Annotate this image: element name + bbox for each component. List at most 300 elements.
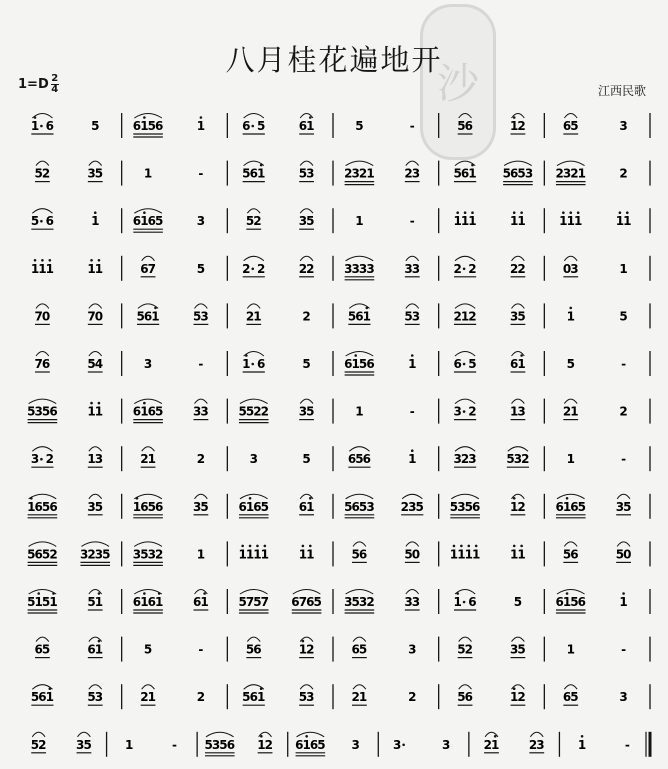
note-glyph: 5 (245, 214, 255, 229)
note-glyph: - (621, 642, 627, 657)
octave-dot (200, 116, 203, 119)
octave-dot (249, 545, 252, 548)
measure (567, 351, 650, 376)
octave-dot (94, 211, 97, 214)
note-glyph: 1 (147, 452, 156, 467)
note-glyph: 2 (366, 595, 375, 609)
octave-dot (566, 592, 569, 595)
note-glyph: 1 (34, 595, 43, 609)
note-glyph: 7 (298, 595, 308, 609)
note-glyph: 5 (298, 690, 308, 705)
song-title: 八月桂花遍地开 (225, 43, 443, 77)
octave-dot (453, 545, 456, 548)
note-glyph: 3 (358, 261, 368, 276)
note-glyph: 6 (570, 499, 579, 514)
note-glyph: 3 (211, 737, 221, 752)
note-glyph: 2 (619, 166, 628, 181)
note-glyph: 6 (147, 595, 156, 609)
note-glyph: 1 (366, 166, 375, 181)
octave-dot (143, 402, 146, 405)
note-glyph: 3 (411, 595, 421, 609)
octave-dot (569, 307, 572, 310)
note-glyph: 5 (351, 595, 360, 609)
note-glyph: 5 (457, 642, 466, 657)
key-signature: 1=D (18, 77, 49, 92)
note-glyph: 3 (298, 214, 308, 229)
note-glyph: 5 (242, 166, 251, 181)
note-glyph: 6 (453, 357, 462, 371)
measure (27, 399, 122, 424)
measure (450, 541, 545, 566)
slur-arc (195, 304, 208, 309)
note-glyph: 2 (517, 119, 526, 133)
note-glyph: 5 (355, 119, 364, 133)
note-glyph: 1 (615, 214, 625, 229)
note-glyph: 1 (453, 595, 462, 609)
note-glyph: 2 (155, 547, 164, 562)
slur-arc (406, 304, 419, 309)
slur-arc (247, 209, 260, 214)
octave-dot (475, 545, 478, 548)
note-glyph: 5 (200, 499, 209, 514)
note-glyph: 5 (245, 404, 255, 419)
note-glyph: 5 (453, 166, 462, 181)
note-glyph: 5 (83, 737, 92, 752)
measure (563, 399, 650, 424)
measure (205, 732, 288, 757)
slur-arc (346, 590, 374, 595)
note-glyph: 5 (87, 690, 96, 705)
octave-dot (581, 735, 584, 738)
note-glyph: 3 (358, 595, 368, 609)
slur-arc (240, 590, 268, 595)
rhythm-dot (463, 410, 466, 413)
octave-dot (513, 116, 516, 119)
slur-arc (195, 399, 208, 404)
slur-arc (134, 114, 162, 119)
score-row (27, 494, 650, 519)
slur-arc (459, 114, 472, 119)
note-glyph: 5 (91, 119, 100, 133)
note-glyph: 3 (562, 166, 572, 181)
measure (344, 351, 439, 376)
note-glyph: 6 (147, 214, 156, 229)
note-glyph: 3 (193, 404, 202, 419)
note-glyph: - (621, 357, 627, 371)
note-glyph: 3 (196, 214, 206, 229)
slur-arc (134, 590, 162, 595)
note-glyph: 0 (411, 547, 421, 562)
note-glyph: - (409, 119, 415, 133)
slur-arc (346, 256, 374, 261)
note-glyph: 3 (147, 547, 156, 562)
note-glyph: 3 (200, 404, 209, 419)
slur-arc (29, 399, 57, 404)
note-glyph: 6 (238, 499, 247, 514)
note-glyph: 5 (87, 595, 96, 609)
measure (140, 684, 227, 709)
measure (246, 637, 333, 662)
slur-arc (142, 685, 155, 690)
slur-arc (512, 399, 525, 404)
rhythm-dot (463, 268, 466, 271)
note-glyph: 6 (362, 452, 371, 467)
note-glyph: 3 (76, 737, 85, 752)
note-glyph: 5 (457, 119, 466, 133)
note-glyph: 1 (87, 404, 96, 419)
note-glyph: 5 (155, 404, 164, 419)
slur-arc (451, 494, 479, 499)
slur-arc (512, 256, 525, 261)
note-glyph: 5 (94, 166, 104, 181)
slur-arc (206, 732, 234, 737)
note-glyph: 6 (38, 690, 47, 705)
note-glyph: 6 (132, 595, 142, 609)
note-glyph: 2 (306, 261, 315, 276)
note-glyph: 3 (94, 547, 104, 562)
note-glyph: 1 (408, 452, 417, 467)
note-glyph: - (409, 404, 415, 419)
note-glyph: 5 (143, 642, 153, 657)
measure (348, 303, 439, 328)
note-glyph: 3 (193, 499, 202, 514)
note-glyph: 6 (132, 404, 142, 419)
note-glyph: 3 (30, 452, 40, 467)
octave-dot (309, 545, 312, 548)
note-glyph: 5 (87, 357, 96, 371)
note-glyph: 1 (510, 119, 519, 133)
measure (457, 113, 544, 138)
note-glyph: 1 (468, 166, 477, 181)
note-glyph: 6 (298, 119, 308, 133)
note-glyph: 5 (506, 452, 515, 467)
note-glyph: 3 (513, 452, 523, 467)
note-glyph: 2 (140, 452, 149, 467)
note-glyph: 1 (38, 261, 47, 276)
measure (250, 446, 333, 471)
note-glyph: 3 (411, 166, 421, 181)
note-glyph: 1 (460, 214, 470, 229)
measure (140, 446, 227, 471)
note-glyph: 1 (306, 547, 315, 562)
note-glyph: 6 (140, 499, 149, 514)
note-glyph: 1 (140, 214, 149, 229)
measure (31, 208, 122, 233)
note-glyph: 5 (196, 261, 206, 276)
note-glyph: 5 (502, 166, 511, 181)
slur-arc (240, 494, 268, 499)
note-glyph: 6 (306, 595, 315, 609)
note-glyph: 6 (132, 119, 142, 133)
note-glyph: 6 (460, 166, 470, 181)
note-glyph: 3 (87, 499, 96, 514)
note-glyph: 3 (442, 737, 451, 752)
note-glyph: 2 (528, 737, 538, 752)
note-glyph: 3 (517, 404, 526, 419)
note-glyph: 5 (317, 737, 326, 752)
note-glyph: 1 (256, 690, 266, 705)
note-glyph: 2 (517, 499, 526, 514)
note-glyph: 0 (623, 547, 632, 562)
measure (140, 256, 227, 281)
note-glyph: 1 (257, 737, 266, 752)
note-glyph: - (172, 737, 177, 752)
note-glyph: 5 (404, 309, 413, 324)
note-glyph: 1 (125, 737, 134, 752)
note-glyph: 1 (468, 214, 477, 229)
slur-arc (346, 161, 374, 166)
measure (457, 637, 544, 662)
score-row (35, 303, 650, 328)
measure (35, 637, 122, 662)
note-glyph: 1 (245, 499, 255, 514)
note-glyph: 1 (147, 690, 156, 705)
note-glyph: 6 (577, 595, 587, 609)
slur-arc (240, 399, 268, 404)
score-row (27, 589, 650, 614)
note-glyph: 3 (143, 357, 153, 371)
measure (246, 303, 333, 328)
note-glyph: 6 (291, 595, 300, 609)
note-glyph: 5 (147, 499, 156, 514)
octave-dot (41, 259, 44, 262)
slur-arc (36, 637, 49, 642)
measure (144, 351, 227, 376)
measure (355, 399, 438, 424)
slur-arc (247, 637, 260, 642)
measure (454, 303, 545, 328)
note-glyph: 5 (570, 690, 579, 705)
octave-dot (494, 735, 497, 738)
measure (31, 732, 107, 757)
note-glyph: 3 (249, 452, 258, 467)
slur-arc (300, 209, 313, 214)
note-glyph: 1 (196, 119, 206, 133)
note-glyph: 6 (562, 119, 572, 133)
note-glyph: 2 (351, 690, 360, 705)
score-row (31, 208, 650, 233)
note-glyph: - (621, 452, 627, 467)
note-glyph: 6 (468, 595, 477, 609)
measure (454, 351, 545, 376)
slur-arc (29, 542, 57, 547)
note-glyph: 6 (87, 642, 96, 657)
octave-dot (569, 211, 572, 214)
measure (563, 256, 650, 281)
note-glyph: 1 (577, 166, 587, 181)
note-glyph: 1 (510, 690, 519, 705)
measure (352, 637, 439, 662)
note-glyph: 5 (94, 499, 104, 514)
note-glyph: 1 (256, 166, 266, 181)
note-glyph: 1 (200, 595, 209, 609)
octave-dot (354, 354, 357, 357)
note-glyph: 5 (260, 499, 270, 514)
note-glyph: 5 (238, 404, 247, 419)
note-glyph: 6 (298, 499, 308, 514)
note-glyph: 1 (143, 166, 153, 181)
note-glyph: 1 (457, 547, 466, 562)
note-glyph: 5 (27, 595, 36, 609)
note-glyph: 5 (577, 499, 587, 514)
note-glyph: 3 (306, 166, 315, 181)
note-glyph: 6 (155, 119, 164, 133)
octave-dot (464, 211, 467, 214)
measure (31, 684, 122, 709)
octave-dot (467, 545, 470, 548)
note-glyph: 6 (358, 547, 368, 562)
slur-arc (508, 447, 528, 452)
slur-arc (557, 161, 585, 166)
note-glyph: 2 (256, 261, 266, 276)
note-glyph: 6 (34, 642, 43, 657)
note-glyph: 1 (306, 119, 315, 133)
note-glyph: 3 (619, 119, 628, 133)
note-glyph: 2 (245, 309, 255, 324)
slur-arc (557, 494, 585, 499)
note-glyph: 5 (347, 309, 357, 324)
note-glyph: 1 (155, 595, 164, 609)
note-glyph: 6 (555, 595, 564, 609)
note-glyph: 3 (510, 642, 519, 657)
note-glyph: 1 (260, 547, 270, 562)
rhythm-dot (402, 744, 405, 747)
octave-dot (622, 592, 625, 595)
note-glyph: 1 (623, 214, 632, 229)
slur-arc (29, 590, 57, 595)
measure (125, 732, 197, 757)
slur-arc (617, 542, 630, 547)
note-glyph: 1 (94, 642, 104, 657)
note-glyph: 6 (249, 690, 258, 705)
slur-arc (406, 161, 419, 166)
measure (133, 113, 228, 138)
note-glyph: 6 (155, 499, 164, 514)
measure (344, 161, 439, 186)
note-glyph: 2 (140, 690, 149, 705)
note-glyph: 1 (566, 642, 575, 657)
note-glyph: 1 (355, 404, 364, 419)
note-glyph: 3 (87, 166, 96, 181)
note-glyph: 2 (517, 261, 526, 276)
slur-arc (300, 399, 313, 404)
note-glyph: 2 (400, 499, 410, 514)
score-row (35, 637, 650, 662)
note-glyph: 6 (45, 119, 54, 133)
slur-arc (504, 161, 532, 166)
note-glyph: 5 (302, 357, 311, 371)
note-glyph: 5 (27, 404, 36, 419)
slur-arc (557, 590, 585, 595)
measure (567, 637, 650, 662)
note-glyph: 1 (562, 595, 572, 609)
measure (344, 589, 439, 614)
rhythm-dot (40, 220, 43, 223)
slur-arc (406, 542, 419, 547)
note-glyph: 1 (358, 690, 368, 705)
slur-arc (353, 542, 366, 547)
measure (238, 399, 333, 424)
slur-arc (300, 161, 313, 166)
slur-arc (142, 256, 155, 261)
note-glyph: 5 (517, 309, 526, 324)
note-glyph: 5 (358, 499, 368, 514)
note-glyph: 1 (238, 547, 247, 562)
note-glyph: 6 (347, 452, 357, 467)
note-glyph: 1 (132, 499, 142, 514)
note-glyph: 3 (351, 166, 360, 181)
slur-arc (134, 209, 162, 214)
note-glyph: 2 (555, 166, 564, 181)
slur-arc (32, 732, 45, 737)
note-glyph: 1 (562, 499, 572, 514)
note-glyph: 5 (302, 452, 311, 467)
note-glyph: 1 (362, 309, 371, 324)
measure (31, 446, 122, 471)
slur-arc (406, 590, 419, 595)
slur-arc (564, 256, 577, 261)
note-glyph: 3 (619, 690, 628, 705)
note-glyph: 2 (468, 404, 477, 419)
octave-dot (256, 545, 259, 548)
note-glyph: 3 (344, 261, 353, 276)
note-glyph: 1 (94, 261, 104, 276)
note-glyph: 6 (147, 404, 156, 419)
note-glyph: - (198, 357, 204, 371)
octave-dot (456, 211, 459, 214)
note-glyph: 1 (45, 261, 54, 276)
slur-arc (89, 161, 102, 166)
rhythm-dot (463, 601, 466, 604)
score-row (35, 351, 650, 376)
slur-arc (455, 256, 475, 261)
note-glyph: 1 (242, 357, 251, 371)
octave-dot (513, 211, 516, 214)
slur-arc (349, 447, 369, 452)
slur-arc (300, 685, 313, 690)
measure (454, 446, 545, 471)
note-glyph: 6 (464, 690, 473, 705)
note-glyph: 1 (510, 404, 519, 419)
measure (454, 256, 545, 281)
note-glyph: 5 (253, 595, 262, 609)
note-glyph: 6 (510, 357, 519, 371)
note-glyph: 5 (517, 166, 526, 181)
octave-dot (520, 354, 523, 357)
note-glyph: 1 (140, 404, 149, 419)
slur-arc (81, 542, 109, 547)
measure (238, 589, 333, 614)
slur-arc (564, 685, 577, 690)
note-glyph: 2 (468, 309, 477, 324)
note-glyph: 2 (41, 166, 51, 181)
measure (578, 735, 630, 752)
note-glyph: 1 (460, 309, 470, 324)
measure (242, 161, 333, 186)
note-glyph: 2 (38, 737, 47, 752)
note-glyph: 5 (34, 166, 43, 181)
seal-glyph: 沙 (436, 59, 479, 108)
octave-dot (562, 211, 565, 214)
slur-arc (455, 399, 475, 404)
note-glyph: 1 (351, 357, 360, 371)
note-glyph: 1 (355, 214, 364, 229)
octave-dot (302, 640, 305, 643)
note-glyph: 7 (147, 261, 156, 276)
octave-dot (513, 687, 516, 690)
octave-dot (309, 497, 312, 500)
note-glyph: - (624, 737, 630, 752)
